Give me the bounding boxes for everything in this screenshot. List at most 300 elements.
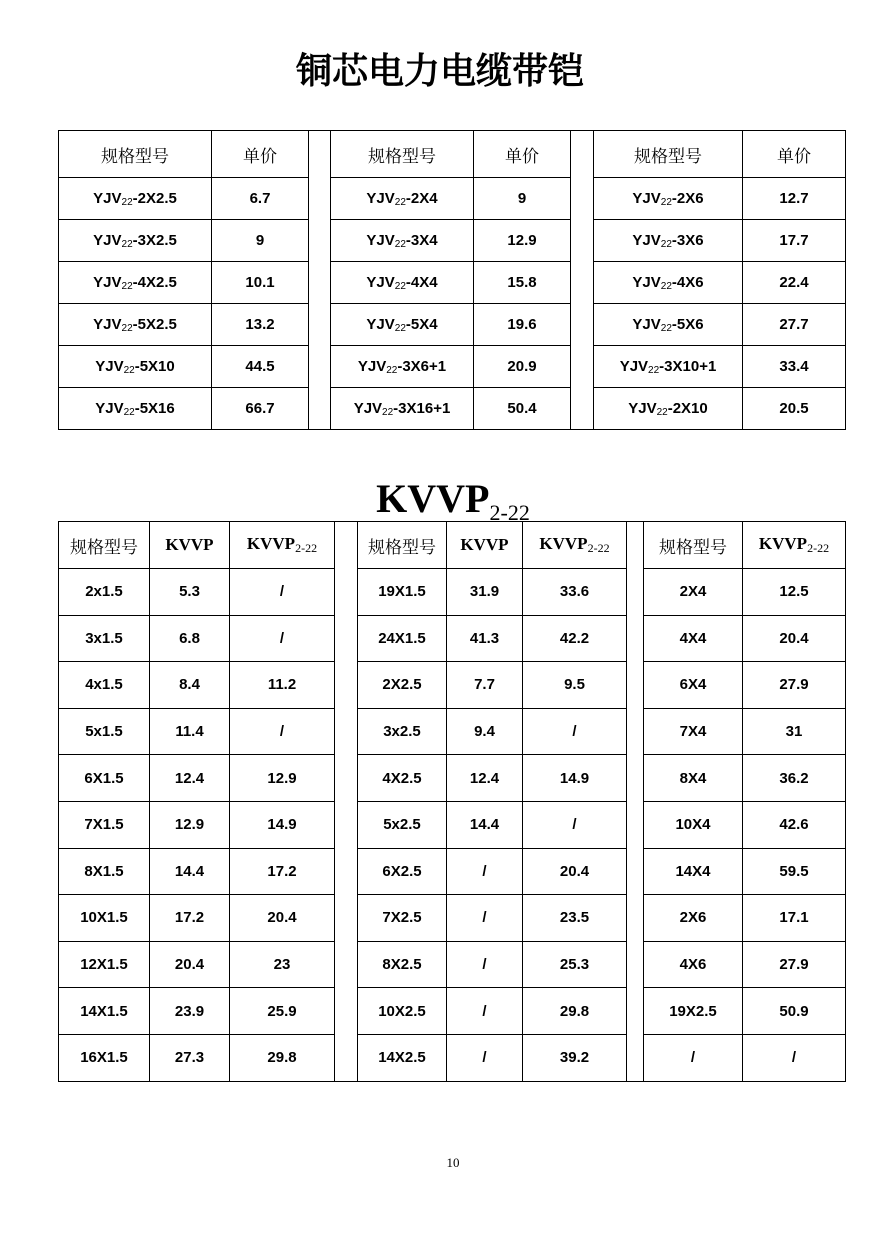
- header-kvvp2-sub: 2-22: [587, 541, 610, 555]
- cell-kvvp-price: [150, 708, 230, 755]
- price-value: 66.7: [245, 400, 275, 417]
- cell-price: [474, 262, 571, 304]
- cell-kvvp-price-value: 14.4: [469, 816, 500, 834]
- header-price-label: 单价: [505, 146, 539, 167]
- cell-price: [743, 220, 846, 262]
- cell-kvvp-price: [150, 988, 230, 1035]
- cell-kvvp-price: [150, 941, 230, 988]
- header-spec: [644, 522, 743, 569]
- price-value: 6.7: [249, 190, 271, 207]
- cell-kvvp-price-value: 8.4: [179, 676, 200, 694]
- cell-kvvp2-price-value: /: [279, 629, 285, 647]
- header-kvvp2: [743, 522, 846, 569]
- header-spec-label: 规格型号: [368, 537, 436, 558]
- cell-model: [59, 178, 212, 220]
- model-spec: -5X16: [134, 400, 175, 417]
- table-row: [59, 615, 846, 662]
- table-row: [59, 178, 846, 220]
- cell-kvvp-price-value: 12.4: [469, 769, 500, 787]
- header-price-label: 单价: [777, 146, 811, 167]
- model-spec: -5X4: [405, 316, 438, 333]
- cell-spec: [644, 662, 743, 709]
- cell-spec: [358, 848, 447, 895]
- cell-kvvp-price-value: 17.2: [174, 909, 205, 927]
- cell-kvvp-price-value: 6.8: [179, 629, 200, 647]
- model-subscript: 22: [660, 323, 672, 334]
- cell-model: [331, 346, 474, 388]
- cell-spec: [358, 708, 447, 755]
- model-subscript: 22: [660, 197, 672, 208]
- cell-spec-value: 14X1.5: [80, 1002, 128, 1020]
- cell-model: [331, 388, 474, 430]
- cell-kvvp-price: [447, 615, 523, 662]
- cell-spec-value: 7X4: [679, 723, 707, 741]
- cell-price: [212, 388, 309, 430]
- model-spec: -2X2.5: [132, 190, 177, 207]
- cell-kvvp2-price: [523, 755, 627, 802]
- cell-spec-value: 10X2.5: [378, 1002, 426, 1020]
- cell-kvvp-price: [150, 801, 230, 848]
- cell-spec: [59, 755, 150, 802]
- header-kvvp2-main: KVVP: [539, 534, 588, 553]
- cell-model: [594, 178, 743, 220]
- cell-kvvp-price-value: /: [482, 909, 487, 927]
- cell-spec: [358, 615, 447, 662]
- header-kvvp-label: KVVP: [460, 535, 509, 554]
- table-row: [59, 848, 846, 895]
- price-value: 17.7: [779, 232, 809, 249]
- cell-kvvp-price-value: 27.3: [174, 1049, 205, 1067]
- cell-kvvp-price: [447, 801, 523, 848]
- model-spec: -5X2.5: [132, 316, 177, 333]
- cell-model: [594, 388, 743, 430]
- cell-spec: [59, 569, 150, 616]
- model-prefix: YJV: [619, 358, 649, 375]
- cell-kvvp-price-value: 9.4: [474, 723, 495, 741]
- model-prefix: YJV: [95, 400, 124, 417]
- cell-kvvp2-price: [230, 755, 335, 802]
- model-prefix: YJV: [632, 232, 661, 249]
- model-prefix: YJV: [366, 274, 395, 291]
- cell-spec-value: 3x2.5: [383, 723, 421, 741]
- model-prefix: YJV: [93, 190, 122, 207]
- cell-spec: [59, 895, 150, 942]
- header-price: [743, 131, 846, 178]
- cell-price: [743, 178, 846, 220]
- cell-model: [594, 262, 743, 304]
- cell-price: [474, 346, 571, 388]
- header-spec: [358, 522, 447, 569]
- price-value: 20.5: [779, 400, 809, 417]
- cell-kvvp2-price-value: 12.9: [267, 769, 297, 787]
- model-prefix: YJV: [93, 316, 122, 333]
- cell-spec-value: 10X4: [675, 816, 711, 834]
- cell-kvvp2-price-value: 39.2: [559, 1049, 590, 1067]
- kvvp-title-sub: 2-22: [489, 500, 530, 525]
- cell-spec-value: 14X4: [675, 862, 711, 880]
- cell-model: [331, 262, 474, 304]
- cell-spec-value: 16X1.5: [80, 1049, 128, 1067]
- table-row: [59, 755, 846, 802]
- header-price-label: 单价: [243, 146, 277, 167]
- header-spec-label: 规格型号: [659, 537, 727, 558]
- table-gap-cell: [571, 131, 594, 430]
- header-spec-label: 规格型号: [70, 537, 138, 558]
- model-prefix: YJV: [357, 358, 387, 375]
- cell-kvvp2-price: [230, 708, 335, 755]
- cell-kvvp-price-value: 12.4: [174, 769, 205, 787]
- cell-price: [212, 304, 309, 346]
- cell-price: [212, 220, 309, 262]
- cell-kvvp-price-value: /: [482, 862, 487, 880]
- cell-kvvp2-price-value: 50.9: [779, 1002, 809, 1020]
- header-spec-label: 规格型号: [101, 146, 169, 167]
- cell-spec: [358, 1034, 447, 1081]
- model-spec: -3X4: [405, 232, 438, 249]
- cell-spec-value: 4X4: [679, 629, 707, 647]
- cell-spec: [644, 988, 743, 1035]
- price-value: 44.5: [245, 358, 275, 375]
- cell-spec-value: 8X2.5: [382, 956, 422, 974]
- cell-kvvp2-price: [743, 708, 846, 755]
- cell-model: [594, 304, 743, 346]
- header-kvvp-label: KVVP: [165, 535, 214, 554]
- cell-spec-value: 2X2.5: [382, 676, 422, 694]
- cell-spec-value: 10X1.5: [80, 909, 128, 927]
- cell-kvvp-price-value: 11.4: [175, 723, 204, 741]
- cell-kvvp2-price-value: 42.6: [779, 816, 809, 834]
- cell-kvvp-price: [150, 615, 230, 662]
- cell-kvvp2-price: [230, 848, 335, 895]
- cell-kvvp-price-value: 41.3: [469, 629, 500, 647]
- cell-kvvp2-price-value: 27.9: [779, 956, 809, 974]
- table-row: [59, 304, 846, 346]
- cell-kvvp2-price: [743, 1034, 846, 1081]
- table-row: [59, 388, 846, 430]
- cell-spec-value: 7X2.5: [382, 909, 422, 927]
- cell-model: [594, 346, 743, 388]
- header-spec: [331, 131, 474, 178]
- header-price: [212, 131, 309, 178]
- cell-kvvp2-price: [743, 801, 846, 848]
- model-subscript: 22: [394, 323, 406, 334]
- cell-model: [59, 388, 212, 430]
- cell-spec: [59, 708, 150, 755]
- cell-kvvp2-price-value: 29.8: [559, 1002, 590, 1020]
- cell-kvvp2-price: [743, 988, 846, 1035]
- cell-price: [743, 346, 846, 388]
- cell-spec: [59, 615, 150, 662]
- cell-spec-value: 5x1.5: [85, 723, 123, 741]
- model-spec: -3X6: [671, 232, 704, 249]
- cell-kvvp-price: [447, 708, 523, 755]
- cell-model: [59, 220, 212, 262]
- cell-kvvp-price-value: 12.9: [174, 816, 205, 834]
- cell-kvvp-price: [150, 895, 230, 942]
- cell-spec: [644, 615, 743, 662]
- table-row: [59, 346, 846, 388]
- cell-spec: [59, 801, 150, 848]
- model-prefix: YJV: [632, 274, 661, 291]
- model-prefix: YJV: [628, 400, 657, 417]
- table-gap-cell: [309, 131, 331, 430]
- cell-kvvp2-price-value: 29.8: [267, 1049, 297, 1067]
- cell-price: [743, 262, 846, 304]
- model-spec: -4X6: [671, 274, 704, 291]
- table-row: [59, 220, 846, 262]
- cell-model: [594, 220, 743, 262]
- price-value: 12.7: [779, 190, 809, 207]
- cell-kvvp2-price: [743, 755, 846, 802]
- cell-kvvp2-price: [523, 848, 627, 895]
- cell-kvvp-price-value: 31.9: [469, 583, 500, 601]
- cell-spec: [644, 708, 743, 755]
- cell-kvvp-price-value: /: [482, 956, 487, 974]
- model-subscript: 22: [121, 323, 133, 334]
- cell-spec-value: 7X1.5: [84, 816, 124, 834]
- cell-kvvp2-price: [523, 708, 627, 755]
- model-prefix: YJV: [95, 358, 124, 375]
- cell-spec-value: 2x1.5: [85, 583, 123, 601]
- price-value: 15.8: [507, 274, 537, 291]
- cell-price: [474, 178, 571, 220]
- cell-kvvp-price-value: 14.4: [174, 862, 205, 880]
- cell-model: [331, 178, 474, 220]
- model-spec: -5X6: [671, 316, 704, 333]
- model-prefix: YJV: [366, 316, 395, 333]
- model-spec: -2X10: [667, 400, 708, 417]
- model-subscript: 22: [386, 365, 398, 376]
- cell-kvvp2-price-value: 23.5: [559, 909, 590, 927]
- cell-spec-value: 2X4: [679, 583, 707, 601]
- cell-kvvp2-price-value: /: [572, 723, 577, 741]
- cell-kvvp2-price: [230, 615, 335, 662]
- price-value: 9: [255, 232, 265, 249]
- model-spec: -3X2.5: [132, 232, 177, 249]
- header-spec: [594, 131, 743, 178]
- cell-kvvp2-price-value: 12.5: [779, 583, 809, 601]
- cell-kvvp2-price-value: 31: [785, 723, 803, 741]
- cell-kvvp2-price: [230, 895, 335, 942]
- header-price: [474, 131, 571, 178]
- cell-kvvp-price-value: 7.7: [474, 676, 495, 694]
- cell-spec: [358, 755, 447, 802]
- header-spec-label: 规格型号: [634, 146, 702, 167]
- cell-spec: [59, 1034, 150, 1081]
- cell-kvvp-price: [150, 848, 230, 895]
- cell-kvvp2-price-value: 59.5: [779, 862, 809, 880]
- cell-model: [59, 304, 212, 346]
- table-header-row: [59, 131, 846, 178]
- model-spec: -5X10: [134, 358, 175, 375]
- cell-kvvp2-price: [230, 662, 335, 709]
- cell-price: [743, 388, 846, 430]
- cell-spec: [59, 941, 150, 988]
- table-row: [59, 988, 846, 1035]
- cell-spec: [644, 755, 743, 802]
- price-value: 22.4: [779, 274, 809, 291]
- cell-kvvp-price: [447, 755, 523, 802]
- cell-spec: [358, 662, 447, 709]
- cell-spec-value: 19X1.5: [378, 583, 426, 601]
- price-value: 19.6: [507, 316, 537, 333]
- model-prefix: YJV: [632, 316, 661, 333]
- model-spec: -4X4: [405, 274, 438, 291]
- cell-kvvp2-price-value: 25.3: [559, 956, 590, 974]
- cell-spec: [644, 848, 743, 895]
- header-kvvp2-sub: 2-22: [807, 541, 830, 555]
- cell-price: [474, 220, 571, 262]
- header-kvvp: [150, 522, 230, 569]
- cell-spec: [358, 941, 447, 988]
- cell-kvvp2-price-value: 23: [273, 956, 291, 974]
- table-row: [59, 662, 846, 709]
- model-spec: -4X2.5: [132, 274, 177, 291]
- model-subscript: 22: [121, 281, 133, 292]
- model-spec: -3X6+1: [397, 358, 447, 375]
- header-kvvp2: [230, 522, 335, 569]
- price-value: 50.4: [507, 400, 537, 417]
- cell-kvvp2-price: [743, 569, 846, 616]
- cell-kvvp2-price-value: 27.9: [779, 676, 809, 694]
- cell-model: [331, 304, 474, 346]
- model-prefix: YJV: [366, 190, 395, 207]
- cell-kvvp-price-value: /: [482, 1002, 487, 1020]
- table-row: [59, 1034, 846, 1081]
- cell-spec-value: 4X6: [679, 956, 707, 974]
- cell-price: [212, 262, 309, 304]
- cell-kvvp-price-value: /: [482, 1049, 487, 1067]
- cell-kvvp2-price: [523, 569, 627, 616]
- model-subscript: 22: [121, 197, 133, 208]
- cell-spec-value: 14X2.5: [378, 1049, 426, 1067]
- cell-spec-value: 2X6: [679, 909, 707, 927]
- cell-kvvp-price: [150, 1034, 230, 1081]
- cell-kvvp2-price: [523, 801, 627, 848]
- price-value: 12.9: [507, 232, 537, 249]
- model-spec: -2X4: [405, 190, 438, 207]
- cell-model: [331, 220, 474, 262]
- model-subscript: 22: [123, 407, 135, 418]
- model-subscript: 22: [394, 239, 406, 250]
- cell-spec-value: 5x2.5: [383, 816, 421, 834]
- kvvp-title-main: KVVP: [376, 476, 490, 521]
- cell-spec-value: 19X2.5: [669, 1002, 717, 1020]
- cell-kvvp2-price-value: 14.9: [559, 769, 590, 787]
- price-value: 10.1: [245, 274, 275, 291]
- price-value: 13.2: [245, 316, 275, 333]
- cell-spec-value: 6X4: [679, 676, 707, 694]
- price-value: 20.9: [507, 358, 537, 375]
- cell-kvvp2-price-value: 17.1: [779, 909, 809, 927]
- model-prefix: YJV: [632, 190, 661, 207]
- cell-kvvp2-price-value: 36.2: [779, 769, 809, 787]
- model-subscript: 22: [656, 407, 668, 418]
- cell-kvvp-price: [447, 895, 523, 942]
- cell-kvvp2-price: [523, 1034, 627, 1081]
- cell-kvvp-price: [447, 941, 523, 988]
- model-prefix: YJV: [93, 274, 122, 291]
- table-row: [59, 941, 846, 988]
- cell-spec: [358, 569, 447, 616]
- cell-kvvp-price: [447, 662, 523, 709]
- cell-kvvp2-price: [230, 569, 335, 616]
- cell-kvvp2-price-value: /: [279, 723, 285, 741]
- cell-spec-value: 12X1.5: [80, 956, 128, 974]
- model-prefix: YJV: [366, 232, 395, 249]
- cell-spec-value: 6X1.5: [84, 769, 124, 787]
- cell-price: [212, 346, 309, 388]
- model-subscript: 22: [121, 239, 133, 250]
- model-subscript: 22: [660, 281, 672, 292]
- model-subscript: 22: [382, 407, 394, 418]
- cell-kvvp2-price: [743, 941, 846, 988]
- cell-spec: [644, 1034, 743, 1081]
- page-title: 铜芯电力电缆带铠: [295, 51, 584, 92]
- cell-kvvp-price: [447, 1034, 523, 1081]
- cell-kvvp-price: [150, 569, 230, 616]
- table-row: [59, 569, 846, 616]
- cell-kvvp2-price: [230, 988, 335, 1035]
- header-kvvp2: [523, 522, 627, 569]
- table-row: [59, 262, 846, 304]
- cell-spec-value: 24X1.5: [378, 629, 426, 647]
- price-value: 33.4: [779, 358, 809, 375]
- cell-price: [212, 178, 309, 220]
- model-subscript: 22: [648, 365, 660, 376]
- cell-model: [59, 346, 212, 388]
- cell-kvvp-price: [150, 755, 230, 802]
- header-kvvp2-main: KVVP: [758, 534, 808, 553]
- yjv22-price-table: [58, 130, 846, 430]
- cell-kvvp2-price-value: 9.5: [564, 676, 585, 694]
- cell-kvvp2-price-value: /: [791, 1049, 797, 1067]
- cell-spec: [644, 569, 743, 616]
- cell-kvvp2-price: [743, 848, 846, 895]
- header-kvvp2-main: KVVP: [246, 534, 296, 553]
- model-subscript: 22: [394, 197, 406, 208]
- price-value: 9: [517, 190, 527, 207]
- cell-kvvp2-price: [230, 1034, 335, 1081]
- header-spec-label: 规格型号: [368, 146, 436, 167]
- model-subscript: 22: [123, 365, 135, 376]
- table-row: [59, 708, 846, 755]
- cell-kvvp2-price-value: /: [279, 583, 285, 601]
- model-prefix: YJV: [93, 232, 122, 249]
- cell-spec: [59, 988, 150, 1035]
- cell-spec-value: 3x1.5: [85, 629, 123, 647]
- cell-kvvp-price-value: 20.4: [174, 956, 205, 974]
- cell-spec: [644, 895, 743, 942]
- cell-kvvp2-price: [230, 941, 335, 988]
- cell-spec: [59, 848, 150, 895]
- cell-spec: [358, 801, 447, 848]
- cell-kvvp2-price-value: 14.9: [267, 816, 297, 834]
- cell-spec-value: 6X2.5: [382, 862, 422, 880]
- cell-spec-value: 4X2.5: [382, 769, 422, 787]
- cell-kvvp-price: [150, 662, 230, 709]
- table-row: [59, 801, 846, 848]
- cell-kvvp2-price: [743, 662, 846, 709]
- cell-kvvp2-price: [743, 615, 846, 662]
- model-subscript: 22: [394, 281, 406, 292]
- table-row: [59, 895, 846, 942]
- cell-price: [474, 304, 571, 346]
- cell-kvvp-price: [447, 988, 523, 1035]
- header-kvvp: [447, 522, 523, 569]
- cell-kvvp2-price-value: 17.2: [267, 862, 297, 880]
- table-gap-cell: [627, 522, 644, 1082]
